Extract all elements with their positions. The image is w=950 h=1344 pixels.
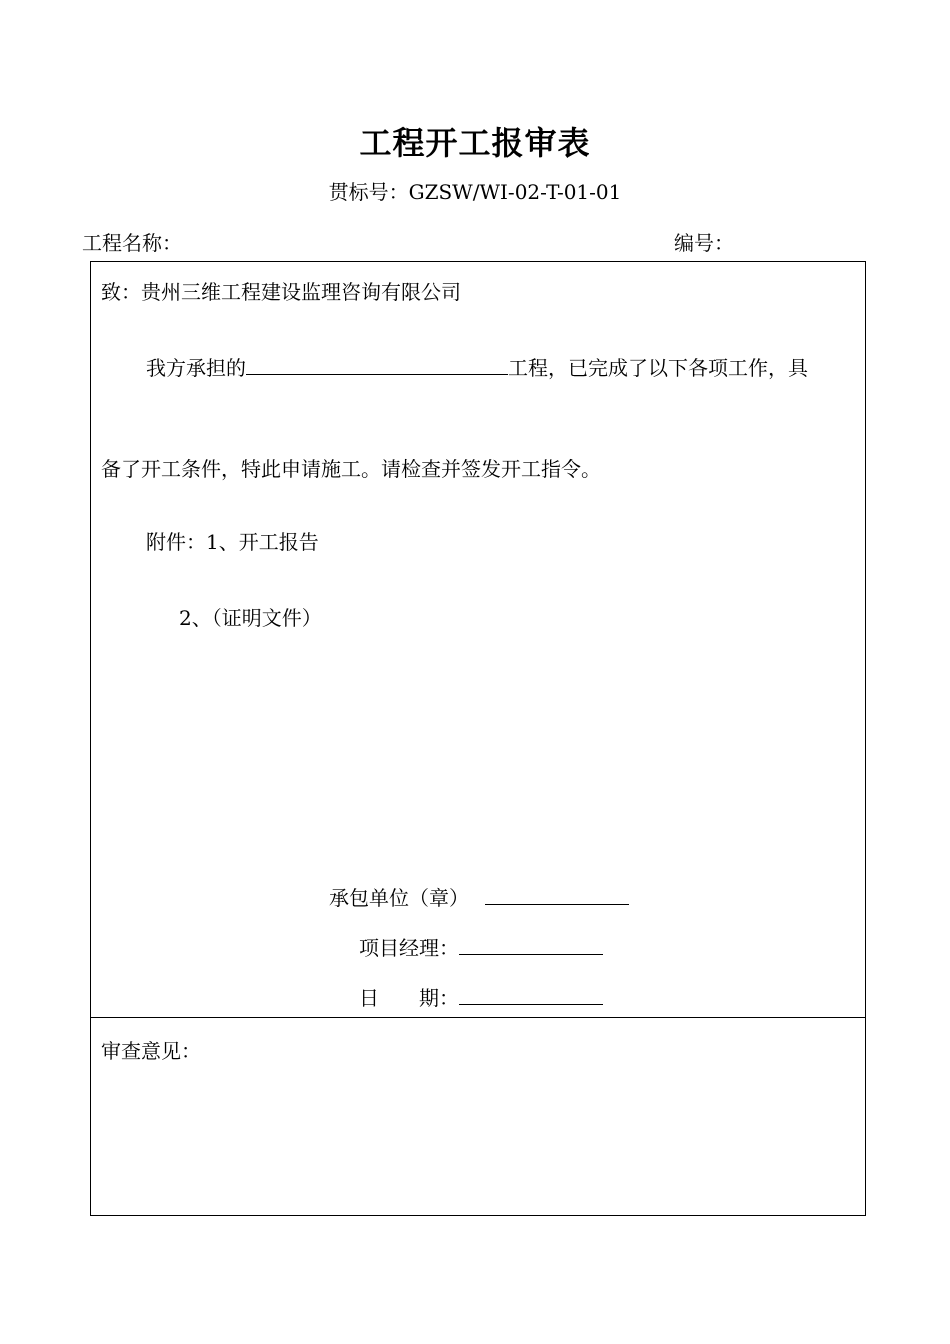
review-opinion-label: 审查意见： [101, 1039, 201, 1063]
contractor-label: 承包单位（章） [329, 886, 469, 910]
serial-number-label: 编号： [674, 231, 734, 255]
manager-signature-row [359, 932, 603, 961]
date-blank[interactable] [459, 984, 603, 1005]
review-opinion-area[interactable] [101, 1072, 855, 1202]
statement-prefix: 我方承担的 [146, 356, 246, 380]
date-row [359, 982, 603, 1011]
attachment-1: 附件：1、开工报告 [146, 530, 319, 554]
contractor-signature-row [329, 882, 629, 911]
statement-line-2: 备了开工条件，特此申请施工。请检查并签发开工指令。 [101, 457, 601, 481]
page-title: 工程开工报审表 [359, 124, 591, 162]
attachment-2: 2、（证明文件） [179, 606, 322, 630]
project-name-label: 工程名称： [82, 231, 182, 255]
contractor-seal-blank[interactable] [485, 884, 629, 905]
manager-label: 项目经理： [359, 936, 459, 960]
project-name-blank[interactable] [246, 354, 508, 375]
manager-signature-blank[interactable] [459, 934, 603, 955]
statement-line-1 [146, 352, 808, 381]
application-form [90, 261, 866, 1216]
addressee: 致：贵州三维工程建设监理咨询有限公司 [101, 280, 461, 304]
date-label: 日 期： [359, 986, 459, 1010]
standard-number: 贯标号：GZSW/WI-02-T-01-01 [328, 180, 622, 204]
statement-suffix: 工程，已完成了以下各项工作，具 [508, 356, 808, 380]
section-divider [91, 1017, 865, 1018]
